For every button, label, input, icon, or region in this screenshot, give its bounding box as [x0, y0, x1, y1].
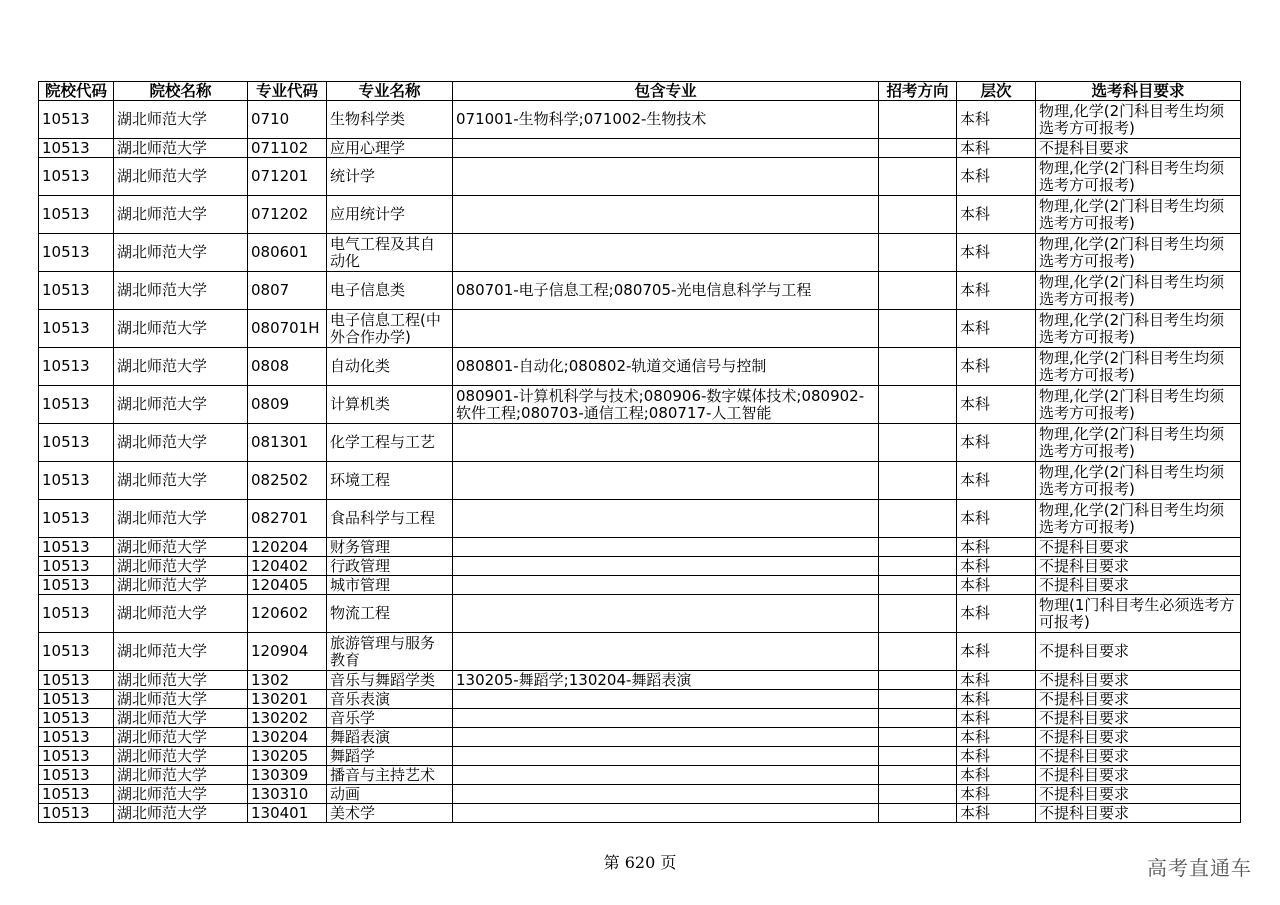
cell-subject-requirement: 不提科目要求: [1036, 747, 1241, 766]
cell-major-name: 旅游管理与服务教育: [327, 633, 453, 671]
cell-direction: [879, 234, 957, 272]
cell-direction: [879, 386, 957, 424]
cell-major-code: 0807: [248, 272, 327, 310]
header-level: 层次: [957, 82, 1036, 101]
cell-subject-requirement: 不提科目要求: [1036, 709, 1241, 728]
cell-major-name: 环境工程: [327, 462, 453, 500]
cell-included-majors: [453, 728, 879, 747]
cell-level: 本科: [957, 500, 1036, 538]
cell-major-name: 城市管理: [327, 576, 453, 595]
cell-level: 本科: [957, 728, 1036, 747]
table-header-row: [39, 82, 1241, 101]
cell-subject-requirement: 不提科目要求: [1036, 557, 1241, 576]
cell-school-name: 湖北师范大学: [114, 747, 248, 766]
cell-subject-requirement: 不提科目要求: [1036, 690, 1241, 709]
cell-subject-requirement: 物理,化学(2门科目考生均须选考方可报考): [1036, 424, 1241, 462]
cell-subject-requirement: 物理,化学(2门科目考生均须选考方可报考): [1036, 196, 1241, 234]
cell-school-code: 10513: [39, 310, 114, 348]
cell-school-code: 10513: [39, 196, 114, 234]
cell-level: 本科: [957, 196, 1036, 234]
cell-major-code: 130309: [248, 766, 327, 785]
cell-major-code: 130310: [248, 785, 327, 804]
cell-level: 本科: [957, 576, 1036, 595]
header-direction: 招考方向: [879, 82, 957, 101]
table-row: [39, 500, 1241, 538]
cell-direction: [879, 785, 957, 804]
cell-school-name: 湖北师范大学: [114, 766, 248, 785]
cell-subject-requirement: 不提科目要求: [1036, 139, 1241, 158]
admission-requirements-table: [38, 81, 1241, 823]
cell-direction: [879, 139, 957, 158]
cell-included-majors: [453, 709, 879, 728]
cell-direction: [879, 196, 957, 234]
cell-included-majors: 080701-电子信息工程;080705-光电信息科学与工程: [453, 272, 879, 310]
cell-school-code: 10513: [39, 424, 114, 462]
cell-level: 本科: [957, 690, 1036, 709]
cell-level: 本科: [957, 272, 1036, 310]
cell-included-majors: [453, 633, 879, 671]
cell-major-code: 120405: [248, 576, 327, 595]
cell-school-name: 湖北师范大学: [114, 576, 248, 595]
header-included-majors: 包含专业: [453, 82, 879, 101]
cell-school-code: 10513: [39, 576, 114, 595]
cell-subject-requirement: 物理,化学(2门科目考生均须选考方可报考): [1036, 158, 1241, 196]
cell-included-majors: [453, 500, 879, 538]
cell-subject-requirement: 物理,化学(2门科目考生均须选考方可报考): [1036, 272, 1241, 310]
cell-included-majors: [453, 576, 879, 595]
cell-major-code: 130204: [248, 728, 327, 747]
cell-direction: [879, 348, 957, 386]
table-row: [39, 386, 1241, 424]
cell-level: 本科: [957, 424, 1036, 462]
table-row: [39, 576, 1241, 595]
table-row: [39, 595, 1241, 633]
cell-school-code: 10513: [39, 804, 114, 823]
watermark-text: 高考直通车: [1147, 856, 1252, 880]
cell-major-name: 物流工程: [327, 595, 453, 633]
cell-subject-requirement: 物理,化学(2门科目考生均须选考方可报考): [1036, 500, 1241, 538]
cell-level: 本科: [957, 785, 1036, 804]
table-row: [39, 424, 1241, 462]
cell-major-name: 应用心理学: [327, 139, 453, 158]
header-school-code: 院校代码: [39, 82, 114, 101]
cell-school-name: 湖北师范大学: [114, 690, 248, 709]
cell-school-name: 湖北师范大学: [114, 386, 248, 424]
cell-included-majors: 130205-舞蹈学;130204-舞蹈表演: [453, 671, 879, 690]
cell-subject-requirement: 不提科目要求: [1036, 728, 1241, 747]
cell-school-code: 10513: [39, 557, 114, 576]
cell-direction: [879, 728, 957, 747]
table-row: [39, 728, 1241, 747]
table-row: [39, 747, 1241, 766]
cell-subject-requirement: 不提科目要求: [1036, 671, 1241, 690]
cell-school-code: 10513: [39, 633, 114, 671]
cell-school-name: 湖北师范大学: [114, 158, 248, 196]
cell-school-code: 10513: [39, 690, 114, 709]
table-row: [39, 234, 1241, 272]
cell-school-name: 湖北师范大学: [114, 424, 248, 462]
cell-direction: [879, 804, 957, 823]
table-row: [39, 462, 1241, 500]
cell-level: 本科: [957, 310, 1036, 348]
cell-direction: [879, 690, 957, 709]
cell-level: 本科: [957, 462, 1036, 500]
cell-included-majors: [453, 196, 879, 234]
cell-included-majors: 080901-计算机科学与技术;080906-数字媒体技术;080902-软件工程;080703-通信工程;080717-人工智能: [453, 386, 879, 424]
cell-level: 本科: [957, 234, 1036, 272]
cell-school-name: 湖北师范大学: [114, 804, 248, 823]
cell-major-name: 美术学: [327, 804, 453, 823]
cell-major-name: 食品科学与工程: [327, 500, 453, 538]
cell-subject-requirement: 不提科目要求: [1036, 785, 1241, 804]
cell-level: 本科: [957, 804, 1036, 823]
table-body: [39, 101, 1241, 823]
cell-school-code: 10513: [39, 462, 114, 500]
cell-major-name: 音乐表演: [327, 690, 453, 709]
cell-major-code: 120904: [248, 633, 327, 671]
table-row: [39, 196, 1241, 234]
cell-major-name: 舞蹈学: [327, 747, 453, 766]
cell-level: 本科: [957, 671, 1036, 690]
cell-direction: [879, 310, 957, 348]
cell-subject-requirement: 不提科目要求: [1036, 576, 1241, 595]
cell-school-code: 10513: [39, 538, 114, 557]
table-row: [39, 671, 1241, 690]
cell-major-code: 080601: [248, 234, 327, 272]
cell-school-name: 湖北师范大学: [114, 500, 248, 538]
cell-major-name: 财务管理: [327, 538, 453, 557]
table-row: [39, 310, 1241, 348]
cell-school-name: 湖北师范大学: [114, 671, 248, 690]
cell-school-name: 湖北师范大学: [114, 348, 248, 386]
cell-included-majors: [453, 804, 879, 823]
table-row: [39, 804, 1241, 823]
cell-school-name: 湖北师范大学: [114, 595, 248, 633]
cell-major-name: 电气工程及其自动化: [327, 234, 453, 272]
table-row: [39, 557, 1241, 576]
cell-school-name: 湖北师范大学: [114, 557, 248, 576]
cell-major-code: 071201: [248, 158, 327, 196]
cell-subject-requirement: 不提科目要求: [1036, 766, 1241, 785]
cell-major-name: 行政管理: [327, 557, 453, 576]
cell-subject-requirement: 物理,化学(2门科目考生均须选考方可报考): [1036, 462, 1241, 500]
cell-major-name: 电子信息工程(中外合作办学): [327, 310, 453, 348]
cell-direction: [879, 633, 957, 671]
cell-direction: [879, 538, 957, 557]
cell-direction: [879, 747, 957, 766]
cell-direction: [879, 766, 957, 785]
table-row: [39, 538, 1241, 557]
cell-included-majors: [453, 747, 879, 766]
cell-major-code: 130201: [248, 690, 327, 709]
cell-major-code: 080701H: [248, 310, 327, 348]
cell-school-name: 湖北师范大学: [114, 538, 248, 557]
header-major-name: 专业名称: [327, 82, 453, 101]
cell-school-code: 10513: [39, 234, 114, 272]
cell-included-majors: [453, 690, 879, 709]
cell-major-code: 082701: [248, 500, 327, 538]
cell-school-code: 10513: [39, 158, 114, 196]
cell-included-majors: [453, 424, 879, 462]
cell-school-code: 10513: [39, 139, 114, 158]
cell-included-majors: [453, 234, 879, 272]
page-number: 第 620 页: [603, 853, 677, 872]
cell-school-name: 湖北师范大学: [114, 272, 248, 310]
cell-major-code: 120204: [248, 538, 327, 557]
cell-school-name: 湖北师范大学: [114, 310, 248, 348]
cell-school-code: 10513: [39, 595, 114, 633]
header-major-code: 专业代码: [248, 82, 327, 101]
cell-major-name: 电子信息类: [327, 272, 453, 310]
table-row: [39, 348, 1241, 386]
cell-direction: [879, 576, 957, 595]
cell-major-code: 071202: [248, 196, 327, 234]
cell-major-name: 播音与主持艺术: [327, 766, 453, 785]
cell-included-majors: [453, 158, 879, 196]
cell-level: 本科: [957, 139, 1036, 158]
admission-table-container: [38, 81, 1241, 823]
cell-major-code: 130205: [248, 747, 327, 766]
cell-major-code: 082502: [248, 462, 327, 500]
cell-major-name: 应用统计学: [327, 196, 453, 234]
cell-school-code: 10513: [39, 101, 114, 139]
cell-direction: [879, 462, 957, 500]
table-row: [39, 158, 1241, 196]
cell-included-majors: 080801-自动化;080802-轨道交通信号与控制: [453, 348, 879, 386]
cell-school-name: 湖北师范大学: [114, 709, 248, 728]
cell-level: 本科: [957, 709, 1036, 728]
cell-school-name: 湖北师范大学: [114, 139, 248, 158]
cell-major-code: 081301: [248, 424, 327, 462]
cell-major-code: 0809: [248, 386, 327, 424]
cell-level: 本科: [957, 633, 1036, 671]
cell-direction: [879, 671, 957, 690]
cell-school-code: 10513: [39, 747, 114, 766]
cell-major-code: 130401: [248, 804, 327, 823]
table-row: [39, 101, 1241, 139]
cell-school-code: 10513: [39, 348, 114, 386]
cell-school-name: 湖北师范大学: [114, 196, 248, 234]
cell-school-name: 湖北师范大学: [114, 101, 248, 139]
cell-included-majors: [453, 538, 879, 557]
table-row: [39, 690, 1241, 709]
header-school-name: 院校名称: [114, 82, 248, 101]
cell-major-name: 音乐学: [327, 709, 453, 728]
cell-school-code: 10513: [39, 709, 114, 728]
cell-major-code: 0710: [248, 101, 327, 139]
table-row: [39, 633, 1241, 671]
cell-subject-requirement: 物理,化学(2门科目考生均须选考方可报考): [1036, 101, 1241, 139]
cell-school-name: 湖北师范大学: [114, 785, 248, 804]
cell-level: 本科: [957, 386, 1036, 424]
cell-major-code: 130202: [248, 709, 327, 728]
cell-level: 本科: [957, 766, 1036, 785]
cell-school-code: 10513: [39, 500, 114, 538]
cell-included-majors: [453, 595, 879, 633]
cell-level: 本科: [957, 538, 1036, 557]
cell-direction: [879, 101, 957, 139]
cell-subject-requirement: 不提科目要求: [1036, 633, 1241, 671]
cell-major-code: 0808: [248, 348, 327, 386]
cell-direction: [879, 595, 957, 633]
cell-direction: [879, 709, 957, 728]
cell-major-name: 统计学: [327, 158, 453, 196]
cell-included-majors: [453, 139, 879, 158]
cell-subject-requirement: 物理(1门科目考生必须选考方可报考): [1036, 595, 1241, 633]
cell-major-code: 1302: [248, 671, 327, 690]
table-row: [39, 785, 1241, 804]
table-row: [39, 272, 1241, 310]
cell-direction: [879, 424, 957, 462]
cell-school-code: 10513: [39, 728, 114, 747]
cell-school-name: 湖北师范大学: [114, 234, 248, 272]
cell-direction: [879, 272, 957, 310]
cell-level: 本科: [957, 595, 1036, 633]
cell-major-code: 120402: [248, 557, 327, 576]
table-row: [39, 709, 1241, 728]
cell-major-name: 计算机类: [327, 386, 453, 424]
table-row: [39, 766, 1241, 785]
cell-school-code: 10513: [39, 272, 114, 310]
cell-included-majors: [453, 785, 879, 804]
cell-level: 本科: [957, 557, 1036, 576]
cell-major-name: 自动化类: [327, 348, 453, 386]
cell-direction: [879, 557, 957, 576]
cell-level: 本科: [957, 101, 1036, 139]
cell-included-majors: [453, 310, 879, 348]
cell-level: 本科: [957, 158, 1036, 196]
cell-subject-requirement: 物理,化学(2门科目考生均须选考方可报考): [1036, 348, 1241, 386]
cell-direction: [879, 500, 957, 538]
cell-major-code: 071102: [248, 139, 327, 158]
cell-subject-requirement: 物理,化学(2门科目考生均须选考方可报考): [1036, 310, 1241, 348]
cell-school-name: 湖北师范大学: [114, 633, 248, 671]
cell-school-code: 10513: [39, 386, 114, 424]
cell-major-name: 生物科学类: [327, 101, 453, 139]
table-row: [39, 139, 1241, 158]
cell-included-majors: 071001-生物科学;071002-生物技术: [453, 101, 879, 139]
cell-subject-requirement: 物理,化学(2门科目考生均须选考方可报考): [1036, 386, 1241, 424]
cell-school-name: 湖北师范大学: [114, 728, 248, 747]
cell-school-code: 10513: [39, 785, 114, 804]
cell-major-name: 化学工程与工艺: [327, 424, 453, 462]
cell-major-name: 音乐与舞蹈学类: [327, 671, 453, 690]
cell-included-majors: [453, 557, 879, 576]
cell-major-code: 120602: [248, 595, 327, 633]
cell-direction: [879, 158, 957, 196]
cell-school-code: 10513: [39, 671, 114, 690]
cell-included-majors: [453, 766, 879, 785]
cell-school-code: 10513: [39, 766, 114, 785]
cell-subject-requirement: 物理,化学(2门科目考生均须选考方可报考): [1036, 234, 1241, 272]
cell-major-name: 动画: [327, 785, 453, 804]
cell-major-name: 舞蹈表演: [327, 728, 453, 747]
cell-included-majors: [453, 462, 879, 500]
cell-level: 本科: [957, 747, 1036, 766]
header-subject-requirement: 选考科目要求: [1036, 82, 1241, 101]
cell-subject-requirement: 不提科目要求: [1036, 804, 1241, 823]
cell-level: 本科: [957, 348, 1036, 386]
cell-subject-requirement: 不提科目要求: [1036, 538, 1241, 557]
cell-school-name: 湖北师范大学: [114, 462, 248, 500]
